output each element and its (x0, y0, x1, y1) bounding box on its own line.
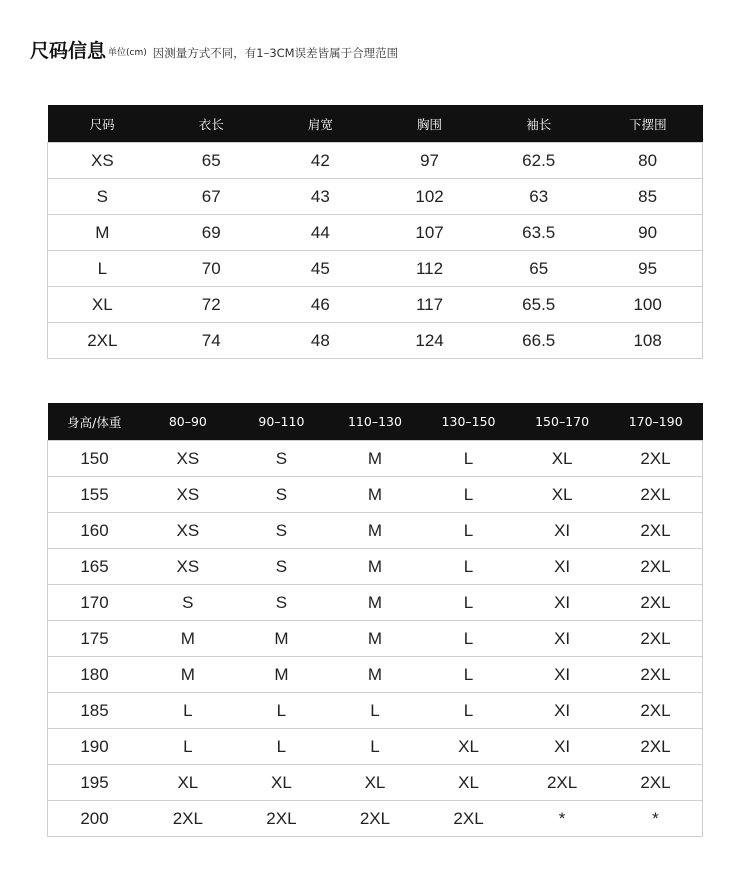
table-cell: 95 (593, 251, 702, 287)
table-cell: 63.5 (484, 215, 593, 251)
table-cell: M (328, 441, 422, 477)
table-cell: 90 (593, 215, 702, 251)
table-cell: 42 (266, 143, 375, 179)
table-row (48, 251, 703, 287)
table-cell: 2XL (609, 657, 703, 693)
table-row (48, 801, 703, 837)
table-cell: 185 (48, 693, 142, 729)
table-row (48, 143, 703, 179)
table-cell: S (235, 585, 329, 621)
column-header: 衣长 (157, 105, 266, 143)
column-header: 110–130 (328, 403, 422, 441)
table-cell: S (141, 585, 235, 621)
table-header-row (48, 105, 703, 143)
table-cell: 2XL (609, 441, 703, 477)
table-cell: M (328, 585, 422, 621)
table-cell: L (422, 621, 516, 657)
table-cell: 69 (157, 215, 266, 251)
column-header: 150–170 (515, 403, 609, 441)
table-cell: 43 (266, 179, 375, 215)
table-cell: 2XL (609, 549, 703, 585)
table-cell: 100 (593, 287, 702, 323)
table-cell: XI (515, 729, 609, 765)
table-cell: XL (48, 287, 157, 323)
table-row (48, 323, 703, 359)
table-cell: 180 (48, 657, 142, 693)
table-cell: 67 (157, 179, 266, 215)
table-cell: M (328, 657, 422, 693)
unit-label: 单位(cm) (108, 48, 147, 58)
table-cell: 150 (48, 441, 142, 477)
table-cell: XS (141, 549, 235, 585)
table-cell: * (609, 801, 703, 837)
table-cell: 97 (375, 143, 484, 179)
table-cell: 2XL (235, 801, 329, 837)
table-cell: XI (515, 513, 609, 549)
table-row (48, 513, 703, 549)
table-cell: 190 (48, 729, 142, 765)
table-cell: 200 (48, 801, 142, 837)
table-cell: 85 (593, 179, 702, 215)
table-body (48, 441, 703, 837)
table-cell: L (422, 657, 516, 693)
table-cell: 2XL (609, 621, 703, 657)
table-cell: M (48, 215, 157, 251)
table-cell: M (328, 513, 422, 549)
table-cell: 65.5 (484, 287, 593, 323)
table-row (48, 477, 703, 513)
table-row (48, 765, 703, 801)
table-cell: 160 (48, 513, 142, 549)
table-cell: 2XL (609, 513, 703, 549)
table-cell: L (422, 549, 516, 585)
table-cell: XL (515, 477, 609, 513)
table-cell: 2XL (141, 801, 235, 837)
column-header: 袖长 (484, 105, 593, 143)
table-cell: XS (141, 477, 235, 513)
table-cell: 70 (157, 251, 266, 287)
table-cell: L (235, 693, 329, 729)
column-header: 尺码 (48, 105, 157, 143)
table-row (48, 179, 703, 215)
table-cell: * (515, 801, 609, 837)
table-cell: L (328, 729, 422, 765)
table-row (48, 215, 703, 251)
table-cell: S (235, 477, 329, 513)
table-cell: 108 (593, 323, 702, 359)
page-title: 尺码信息 (30, 40, 107, 62)
table-cell: 155 (48, 477, 142, 513)
table-cell: M (328, 621, 422, 657)
column-header: 胸围 (375, 105, 484, 143)
table-row (48, 287, 703, 323)
table-cell: XI (515, 621, 609, 657)
table-cell: 112 (375, 251, 484, 287)
table-cell: 2XL (609, 693, 703, 729)
table-cell: L (328, 693, 422, 729)
table-cell: XL (141, 765, 235, 801)
table-cell: 117 (375, 287, 484, 323)
table-cell: 65 (157, 143, 266, 179)
column-header: 下摆围 (593, 105, 702, 143)
table-cell: XS (48, 143, 157, 179)
table-cell: 2XL (609, 477, 703, 513)
size-measurement-table (47, 105, 703, 359)
table-cell: M (328, 549, 422, 585)
table-cell: XS (141, 441, 235, 477)
table-cell: L (422, 585, 516, 621)
table-row (48, 693, 703, 729)
table-cell: L (422, 441, 516, 477)
table-cell: S (235, 441, 329, 477)
table-cell: 170 (48, 585, 142, 621)
table-cell: XL (422, 765, 516, 801)
table-cell: L (422, 693, 516, 729)
table-cell: S (48, 179, 157, 215)
table-cell: S (235, 513, 329, 549)
table-cell: XI (515, 549, 609, 585)
table-cell: 72 (157, 287, 266, 323)
table-row (48, 729, 703, 765)
table-cell: M (141, 621, 235, 657)
table-cell: XL (328, 765, 422, 801)
table-row (48, 621, 703, 657)
column-header: 身高/体重 (48, 403, 142, 441)
table-cell: XL (515, 441, 609, 477)
table-cell: 62.5 (484, 143, 593, 179)
table-cell: L (141, 729, 235, 765)
table-cell: 2XL (609, 729, 703, 765)
table-cell: 195 (48, 765, 142, 801)
table-cell: 66.5 (484, 323, 593, 359)
column-header: 肩宽 (266, 105, 375, 143)
column-header: 80–90 (141, 403, 235, 441)
table-cell: XI (515, 585, 609, 621)
table-cell: 44 (266, 215, 375, 251)
table-cell: 63 (484, 179, 593, 215)
table-cell: 74 (157, 323, 266, 359)
size-recommendation-table (47, 403, 703, 837)
table-cell: L (422, 513, 516, 549)
table-cell: 2XL (48, 323, 157, 359)
table-cell: L (422, 477, 516, 513)
table-cell: 102 (375, 179, 484, 215)
table-cell: 124 (375, 323, 484, 359)
table-cell: 80 (593, 143, 702, 179)
page-header (30, 38, 398, 62)
table-cell: XI (515, 657, 609, 693)
table-cell: XS (141, 513, 235, 549)
table-cell: 2XL (609, 765, 703, 801)
table-cell: 107 (375, 215, 484, 251)
table-row (48, 441, 703, 477)
table-header-row (48, 403, 703, 441)
table-cell: L (141, 693, 235, 729)
measurement-note: 因测量方式不同，有1–3CM误差皆属于合理范围 (152, 46, 399, 60)
table-cell: 65 (484, 251, 593, 287)
table-cell: 48 (266, 323, 375, 359)
table-row (48, 657, 703, 693)
table-cell: M (235, 657, 329, 693)
column-header: 130–150 (422, 403, 516, 441)
table-cell: 175 (48, 621, 142, 657)
table-cell: 46 (266, 287, 375, 323)
table-cell: 2XL (422, 801, 516, 837)
table-row (48, 549, 703, 585)
column-header: 90–110 (235, 403, 329, 441)
table-cell: 2XL (328, 801, 422, 837)
table-cell: M (328, 477, 422, 513)
table-cell: 165 (48, 549, 142, 585)
table-body (48, 143, 703, 359)
column-header: 170–190 (609, 403, 703, 441)
table-cell: M (141, 657, 235, 693)
table-cell: XI (515, 693, 609, 729)
table-cell: XL (422, 729, 516, 765)
table-cell: 45 (266, 251, 375, 287)
table-cell: S (235, 549, 329, 585)
table-cell: XL (235, 765, 329, 801)
table-cell: L (235, 729, 329, 765)
table-cell: 2XL (609, 585, 703, 621)
table-cell: M (235, 621, 329, 657)
table-row (48, 585, 703, 621)
table-cell: L (48, 251, 157, 287)
table-cell: 2XL (515, 765, 609, 801)
